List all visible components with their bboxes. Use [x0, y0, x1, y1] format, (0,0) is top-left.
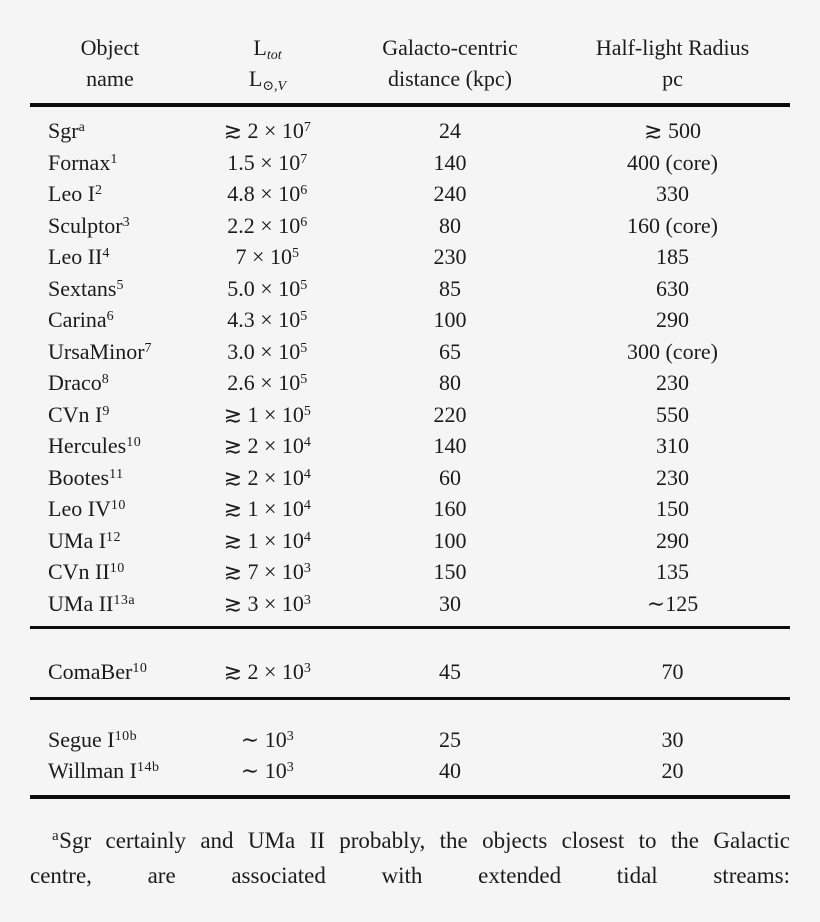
object-name-cell	[30, 181, 190, 207]
radius-cell: 290	[656, 307, 689, 333]
object-name: Leo II	[48, 244, 103, 270]
object-name-cell	[30, 150, 190, 176]
radius-cell: 70	[661, 658, 684, 684]
header-distance	[345, 32, 555, 94]
table-row	[30, 399, 790, 431]
luminosity-exponent: 3	[303, 592, 312, 608]
object-name: UrsaMinor	[48, 338, 145, 364]
object-ref-sup: 14b	[136, 760, 160, 776]
object-name: Draco	[48, 370, 102, 396]
table-row	[30, 147, 790, 179]
luminosity-exponent: 7	[300, 151, 308, 167]
luminosity-subscript-tot: tot	[266, 48, 282, 63]
radius-cell: ∼125	[646, 590, 699, 616]
radius-cell: 330	[656, 181, 689, 207]
distance-cell: 140	[433, 433, 467, 459]
table-row	[30, 756, 790, 788]
object-name: Fornax	[48, 149, 111, 175]
radius-cell: 135	[656, 559, 689, 585]
luminosity-cell	[190, 465, 345, 491]
luminosity-exponent: 5	[300, 340, 308, 356]
header-luminosity	[190, 32, 345, 94]
distance-cell: 80	[439, 212, 461, 238]
radius-cell: 400 (core)	[626, 149, 718, 175]
distance-cell: 40	[439, 758, 461, 784]
luminosity-value: ≳ 2 × 10	[223, 433, 304, 459]
object-ref-sup: 9	[102, 403, 110, 419]
distance-cell: 220	[433, 401, 467, 427]
table-row	[30, 368, 790, 400]
radius-cell: 550	[656, 401, 689, 427]
luminosity-value: ≳ 2 × 10	[223, 118, 304, 144]
object-name-cell	[30, 727, 190, 753]
header-object-line2: name	[86, 66, 134, 91]
distance-cell: 65	[439, 338, 461, 364]
footnote-marker-sup: a	[52, 827, 60, 844]
distance-cell: 45	[439, 658, 461, 684]
object-name-cell	[30, 591, 190, 617]
galaxy-properties-table	[30, 0, 790, 799]
object-ref-sup: 10b	[114, 728, 138, 744]
object-name-cell	[30, 496, 190, 522]
table-bottom-rule	[30, 795, 790, 799]
luminosity-exponent: 4	[303, 466, 312, 482]
luminosity-value: 1.5 × 10	[227, 149, 301, 175]
luminosity-cell	[190, 528, 345, 554]
object-name: CVn II	[48, 559, 110, 585]
luminosity-cell	[190, 659, 345, 685]
object-ref-sup: 10	[126, 435, 142, 451]
radius-cell: 290	[656, 527, 689, 553]
object-ref-sup: 6	[106, 309, 115, 325]
object-name-cell	[30, 402, 190, 428]
object-name-cell	[30, 433, 190, 459]
object-name: UMa II	[48, 590, 114, 616]
luminosity-cell	[190, 496, 345, 522]
luminosity-value: ≳ 1 × 10	[223, 401, 304, 427]
luminosity-value: ∼ 10	[240, 726, 287, 752]
luminosity-exponent: 6	[300, 183, 308, 199]
luminosity-subscript-sun-v: ⊙,V	[262, 79, 287, 94]
luminosity-exponent: 5	[300, 372, 308, 388]
object-ref-sup: 1	[110, 151, 118, 167]
luminosity-cell	[190, 727, 345, 753]
luminosity-value: ≳ 1 × 10	[223, 527, 304, 553]
luminosity-cell	[190, 276, 345, 302]
object-ref-sup: a	[78, 120, 86, 136]
luminosity-unit-symbol: L	[248, 66, 263, 91]
object-name: Willman I	[48, 758, 137, 784]
luminosity-value: ∼ 10	[240, 758, 287, 784]
object-ref-sup: 7	[144, 340, 153, 356]
luminosity-value: ≳ 2 × 10	[223, 658, 304, 684]
luminosity-exponent: 4	[303, 498, 312, 514]
object-name: Segue I	[48, 726, 115, 752]
object-name: Sextans	[48, 275, 117, 301]
header-object-name	[30, 32, 190, 94]
luminosity-cell	[190, 213, 345, 239]
luminosity-cell	[190, 433, 345, 459]
distance-cell: 230	[433, 244, 467, 270]
luminosity-value: 4.8 × 10	[227, 181, 301, 207]
luminosity-exponent: 5	[291, 246, 300, 262]
object-name-cell	[30, 244, 190, 270]
object-name-cell	[30, 276, 190, 302]
distance-cell: 24	[439, 118, 461, 144]
table-header-row	[30, 32, 790, 103]
luminosity-cell	[190, 591, 345, 617]
luminosity-value: 5.0 × 10	[227, 275, 301, 301]
radius-cell: 150	[656, 496, 689, 522]
object-ref-sup: 8	[101, 372, 110, 388]
object-name-cell	[30, 465, 190, 491]
luminosity-cell	[190, 758, 345, 784]
table-row	[30, 724, 790, 756]
table-footnote	[30, 823, 790, 893]
header-luminosity-line1	[190, 32, 345, 63]
distance-cell: 85	[439, 275, 461, 301]
header-radius-line2: pc	[662, 66, 683, 91]
radius-cell: 230	[656, 464, 689, 490]
object-ref-sup: 11	[109, 466, 124, 482]
luminosity-value: ≳ 2 × 10	[223, 464, 304, 490]
luminosity-value: ≳ 7 × 10	[223, 559, 304, 585]
luminosity-exponent: 7	[303, 120, 312, 136]
spacer	[30, 700, 790, 724]
luminosity-exponent: 5	[300, 309, 308, 325]
luminosity-cell	[190, 181, 345, 207]
object-ref-sup: 4	[102, 246, 110, 262]
radius-cell: 230	[656, 370, 689, 396]
radius-cell: 185	[656, 244, 689, 270]
luminosity-exponent: 3	[303, 660, 312, 676]
table-row	[30, 656, 790, 688]
table-row	[30, 557, 790, 589]
luminosity-exponent: 6	[300, 214, 308, 230]
luminosity-exponent: 4	[303, 529, 312, 545]
header-distance-line1: Galacto-centric	[382, 35, 518, 60]
luminosity-symbol: L	[253, 35, 267, 60]
object-name: ComaBer	[48, 658, 133, 684]
object-name-cell	[30, 213, 190, 239]
object-name-cell	[30, 118, 190, 144]
luminosity-value: 2.2 × 10	[227, 212, 301, 238]
luminosity-cell	[190, 307, 345, 333]
table-row	[30, 179, 790, 211]
spacer	[30, 629, 790, 656]
distance-cell: 160	[433, 496, 467, 522]
table-row	[30, 462, 790, 494]
object-ref-sup: 3	[122, 214, 131, 230]
distance-cell: 100	[433, 307, 467, 333]
luminosity-exponent: 5	[300, 277, 308, 293]
object-name-cell	[30, 370, 190, 396]
luminosity-value: ≳ 1 × 10	[223, 496, 304, 522]
table-row	[30, 588, 790, 620]
radius-cell: 30	[661, 726, 684, 752]
luminosity-exponent: 3	[303, 561, 312, 577]
object-name-cell	[30, 758, 190, 784]
luminosity-value: 3.0 × 10	[227, 338, 301, 364]
luminosity-cell	[190, 339, 345, 365]
table-row	[30, 305, 790, 337]
radius-cell: 630	[656, 275, 689, 301]
table-row	[30, 494, 790, 526]
header-radius-line1: Half-light Radius	[595, 35, 750, 60]
luminosity-cell	[190, 118, 345, 144]
distance-cell: 150	[433, 559, 467, 585]
spacer	[30, 107, 790, 116]
luminosity-cell	[190, 559, 345, 585]
header-distance-line2: distance (kpc)	[388, 66, 512, 91]
object-ref-sup: 12	[106, 529, 122, 545]
luminosity-value: ≳ 3 × 10	[223, 590, 304, 616]
distance-cell: 25	[439, 726, 461, 752]
object-name-cell	[30, 659, 190, 685]
object-name-cell	[30, 339, 190, 365]
table-row	[30, 336, 790, 368]
luminosity-cell	[190, 370, 345, 396]
header-luminosity-line2	[190, 63, 345, 94]
object-name: Carina	[48, 307, 107, 333]
header-radius	[555, 32, 790, 94]
object-name-cell	[30, 559, 190, 585]
table-row	[30, 116, 790, 148]
distance-cell: 100	[433, 527, 467, 553]
object-name: Sgr	[48, 118, 79, 144]
object-ref-sup: 10	[109, 561, 125, 577]
object-name: Sculptor	[48, 212, 123, 238]
distance-cell: 240	[433, 181, 467, 207]
object-name: UMa I	[48, 527, 107, 553]
distance-cell: 80	[439, 370, 461, 396]
header-object-line1: Object	[80, 35, 140, 60]
object-name-cell	[30, 307, 190, 333]
footnote-text: Sgr certainly and UMa II probably, the objects closest to the Galactic centre, are associated with extended tidal streams:	[30, 827, 790, 888]
luminosity-exponent: 3	[286, 728, 295, 744]
table-row	[30, 525, 790, 557]
object-name: CVn I	[48, 401, 103, 427]
distance-cell: 30	[439, 590, 461, 616]
object-name: Leo I	[48, 181, 96, 207]
radius-cell: 20	[661, 758, 684, 784]
object-name: Leo IV	[48, 496, 111, 522]
radius-cell: 310	[656, 433, 689, 459]
table-row	[30, 273, 790, 305]
table-row	[30, 210, 790, 242]
object-ref-sup: 13a	[113, 592, 136, 608]
luminosity-cell	[190, 244, 345, 270]
object-name-cell	[30, 528, 190, 554]
luminosity-exponent: 4	[303, 435, 312, 451]
luminosity-exponent: 5	[303, 403, 312, 419]
table-row	[30, 242, 790, 274]
radius-cell: 300 (core)	[626, 338, 718, 364]
distance-cell: 60	[439, 464, 461, 490]
distance-cell: 140	[433, 149, 467, 175]
object-name: Hercules	[48, 433, 127, 459]
radius-cell: ≳ 500	[644, 118, 701, 144]
luminosity-value: 7 × 10	[235, 244, 292, 270]
luminosity-value: 4.3 × 10	[227, 307, 301, 333]
object-ref-sup: 5	[116, 277, 124, 293]
radius-cell: 160 (core)	[626, 212, 718, 238]
luminosity-value: 2.6 × 10	[227, 370, 301, 396]
object-ref-sup: 10	[132, 660, 148, 676]
luminosity-exponent: 3	[286, 760, 295, 776]
object-ref-sup: 2	[95, 183, 103, 199]
object-ref-sup: 10	[110, 498, 126, 514]
object-name: Bootes	[48, 464, 110, 490]
luminosity-cell	[190, 402, 345, 428]
table-row	[30, 431, 790, 463]
luminosity-cell	[190, 150, 345, 176]
